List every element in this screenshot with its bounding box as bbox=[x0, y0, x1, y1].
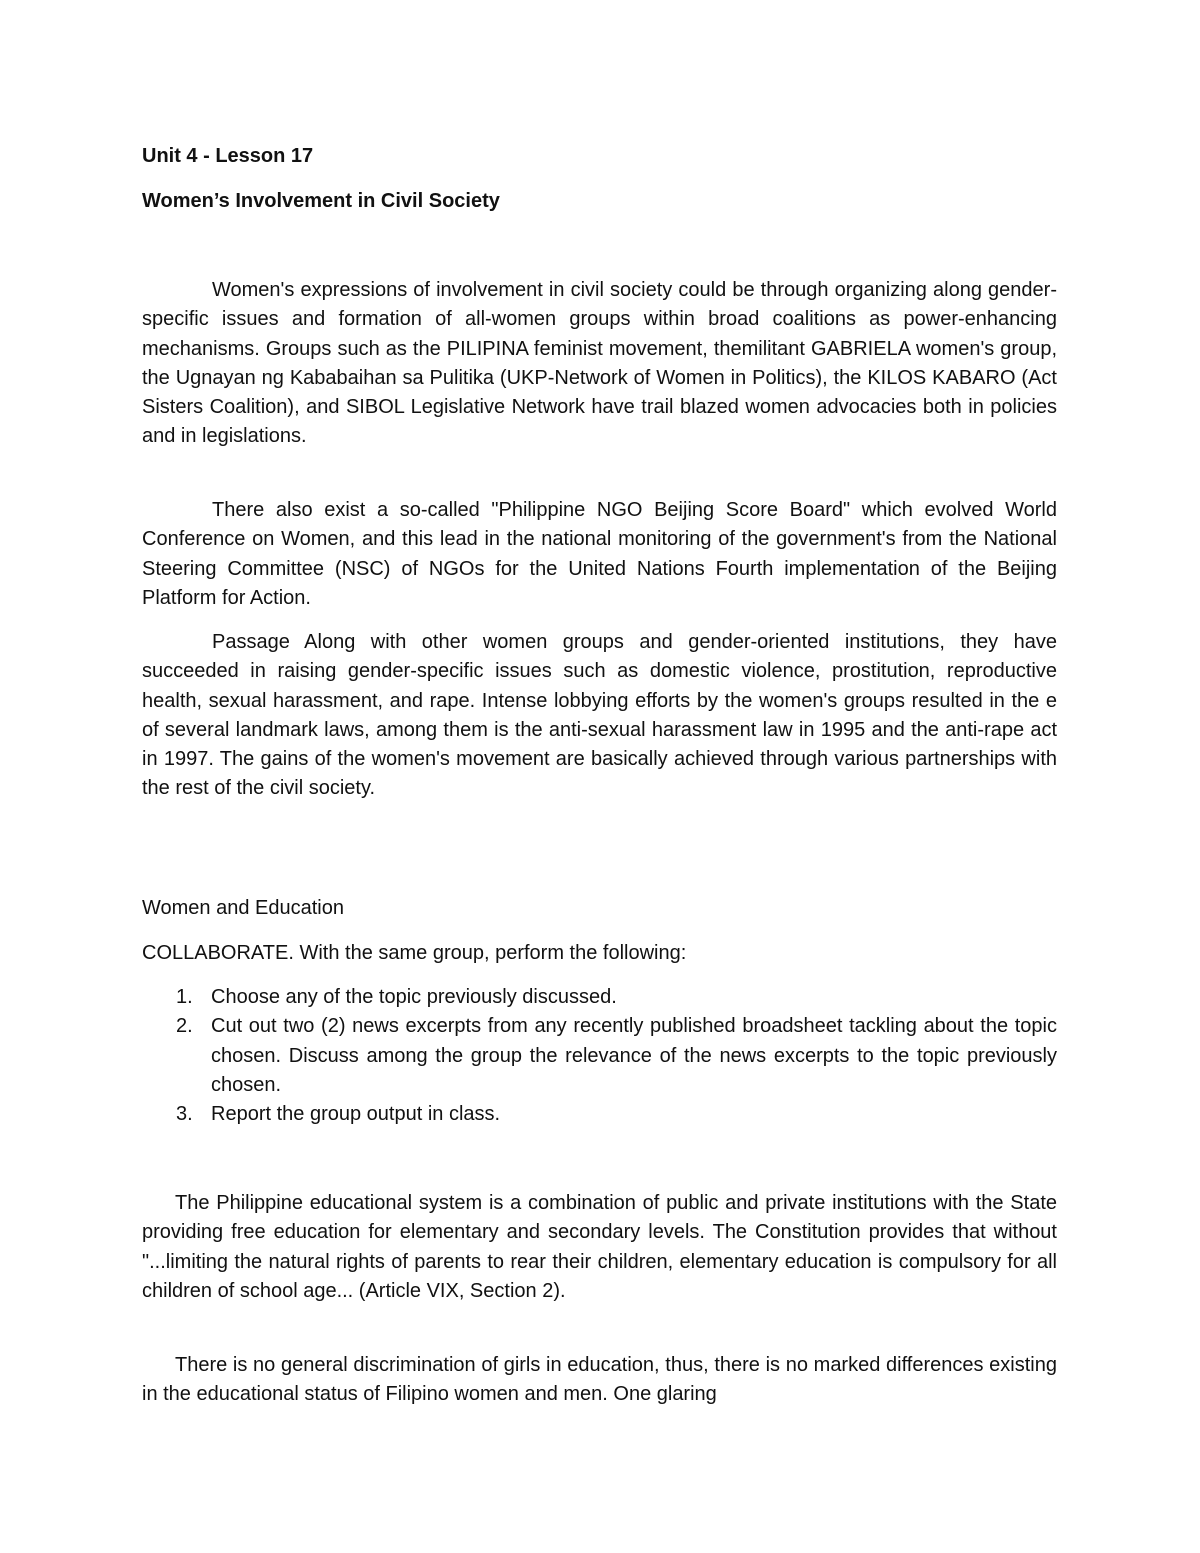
list-item-number: 3. bbox=[176, 1103, 193, 1126]
paragraph-civil-society-groups: Women's expressions of involvement in civil society could be through organizing along gender-specific issues and formation of all-women groups within broad coalitions as power-enhancing mechanisms. Groups such as the PILIPINA feminist movement, themilitant GABRIELA women's group, the Ugnayan ng Kababaihan sa Pulitika (UKP-Network of Women in Politics), the KILOS KABARO (Act Sisters Coalition), and SIBOL Legislative Network have trail blazed women advocacies both in policies and in legislations. bbox=[142, 279, 1057, 448]
list-item bbox=[142, 983, 1057, 1012]
list-item-text: Report the group output in class. bbox=[211, 1103, 501, 1126]
activity-intro: COLLABORATE. With the same group, perform the following: bbox=[142, 942, 687, 964]
paragraph-education-system: The Philippine educational system is a combination of public and private institutions with the State providing free education for elementary and secondary levels. The Constitution provides that without "...limiting the natural rights of parents to rear their children, elementary education is compulsory for all children of school age... (Article VIX, Section 2). bbox=[142, 1192, 1057, 1302]
paragraph-no-discrimination: There is no general discrimination of girls in education, thus, there is no marked differences existing in the educational status of Filipino women and men. One glaring bbox=[142, 1354, 1057, 1406]
list-item-text: Cut out two (2) news excerpts from any recently published broadsheet tackling about the topic chosen. Discuss among the group the relevance of the news excerpts to the topic previously chosen. bbox=[211, 1015, 1057, 1096]
list-item bbox=[142, 1100, 1057, 1129]
lesson-title: Women’s Involvement in Civil Society bbox=[142, 190, 500, 212]
list-item-text: Choose any of the topic previously discussed. bbox=[211, 986, 617, 1008]
paragraph-ngo-score-board: There also exist a so-called "Philippine NGO Beijing Score Board" which evolved World Conference on Women, and this lead in the national monitoring of the government's from the National Steering Committee (NSC) of NGOs for the United Nations Fourth implementation of the Beijing Platform for Action. bbox=[142, 499, 1057, 609]
list-item bbox=[142, 1012, 1057, 1100]
unit-title: Unit 4 - Lesson 17 bbox=[142, 145, 314, 167]
section-heading-women-education: Women and Education bbox=[142, 897, 344, 919]
list-item-number: 1. bbox=[176, 986, 193, 1008]
list-item-number: 2. bbox=[176, 1015, 193, 1038]
paragraph-womens-movement-gains: Passage Along with other women groups and gender-oriented institutions, they have succeeded in raising gender-specific issues such as domestic violence, prostitution, reproductive health, sexual harassment, and rape. Intense lobbying efforts by the women's groups resulted in the e of several landmark laws, among them is the anti-sexual harassment law in 1995 and the anti-rape act in 1997. The gains of the women's movement are basically achieved through various partnerships with the rest of the civil society. bbox=[142, 631, 1057, 800]
activity-steps-list bbox=[142, 983, 1057, 1129]
